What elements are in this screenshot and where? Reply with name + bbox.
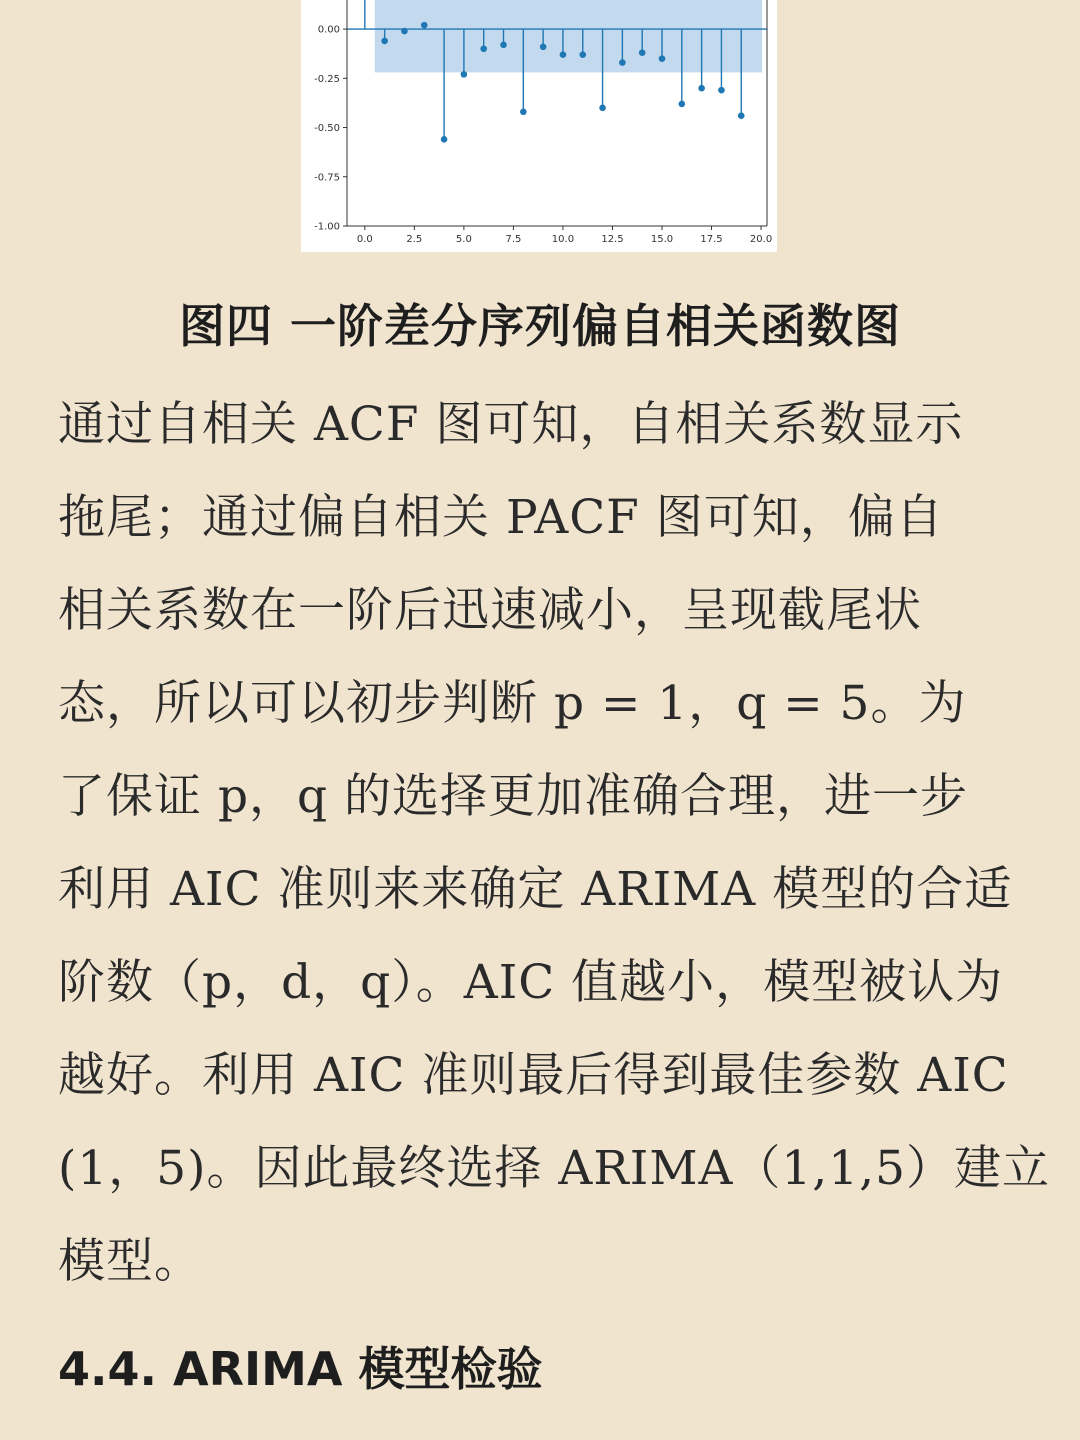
- x-tick-label: 20.0: [749, 234, 773, 245]
- x-tick-label: 5.0: [455, 234, 472, 245]
- stem-marker: [441, 136, 448, 143]
- stem-marker: [421, 22, 428, 29]
- paragraph-line: 通过自相关 ACF 图可知，自相关系数显示: [58, 397, 964, 452]
- x-tick-label: 17.5: [700, 234, 723, 245]
- paragraph-line: 了保证 p，q 的选择更加准确合理，进一步: [58, 769, 969, 824]
- section-heading: 4.4. ARIMA 模型检验: [58, 1342, 543, 1396]
- stem-marker: [679, 101, 686, 108]
- pacf-plot: [301, 0, 777, 252]
- stem-marker: [381, 38, 388, 45]
- stem-marker: [461, 71, 468, 78]
- y-tick-label: -0.50: [314, 123, 340, 135]
- paragraph-line: 相关系数在一阶后迅速减小，呈现截尾状: [58, 583, 922, 638]
- stem-marker: [540, 44, 547, 51]
- confidence-band: [375, 0, 762, 72]
- stem-marker: [401, 28, 408, 35]
- stem-marker: [738, 112, 745, 119]
- paragraph-line: 态，所以可以初步判断 p = 1，q = 5。为: [58, 676, 967, 731]
- body-paragraph: [58, 378, 1050, 1308]
- paragraph-line: 阶数（p，d，q）。AIC 值越小，模型被认为: [58, 955, 1004, 1010]
- paragraph-line: (1，5)。因此最终选择 ARIMA（1,1,5）建立: [58, 1141, 1050, 1196]
- paragraph-line: 模型。: [58, 1234, 202, 1289]
- stem-marker: [718, 87, 725, 94]
- stem-marker: [579, 51, 586, 58]
- paragraph-line: 利用 AIC 准则来来确定 ARIMA 模型的合适: [58, 862, 1013, 917]
- y-tick-label: -0.25: [314, 73, 340, 85]
- paragraph-line: 越好。利用 AIC 准则最后得到最佳参数 AIC: [58, 1048, 1009, 1103]
- x-tick-label: 2.5: [406, 234, 423, 245]
- x-tick-label: 15.0: [650, 234, 674, 245]
- stem-marker: [619, 59, 626, 66]
- x-tick-label: 7.5: [505, 234, 522, 245]
- stem-marker: [500, 42, 507, 49]
- y-tick-label: -0.75: [314, 172, 340, 184]
- y-tick-label: 0.00: [317, 24, 340, 36]
- pacf-chart: [301, 0, 777, 252]
- paragraph-line: 拖尾；通过偏自相关 PACF 图可知，偏自: [58, 490, 944, 545]
- stem-marker: [560, 51, 567, 58]
- stem-marker: [698, 85, 705, 92]
- stem-marker: [639, 49, 646, 56]
- x-tick-label: 0.0: [356, 234, 373, 245]
- stem-marker: [659, 55, 666, 62]
- x-tick-label: 10.0: [551, 234, 575, 245]
- stem-marker: [480, 45, 487, 52]
- x-tick-label: 12.5: [601, 234, 624, 245]
- stem-marker: [599, 105, 606, 112]
- y-tick-label: -1.00: [314, 221, 340, 233]
- figure-caption: 图四 一阶差分序列偏自相关函数图: [178, 299, 901, 353]
- stem-marker: [520, 108, 527, 115]
